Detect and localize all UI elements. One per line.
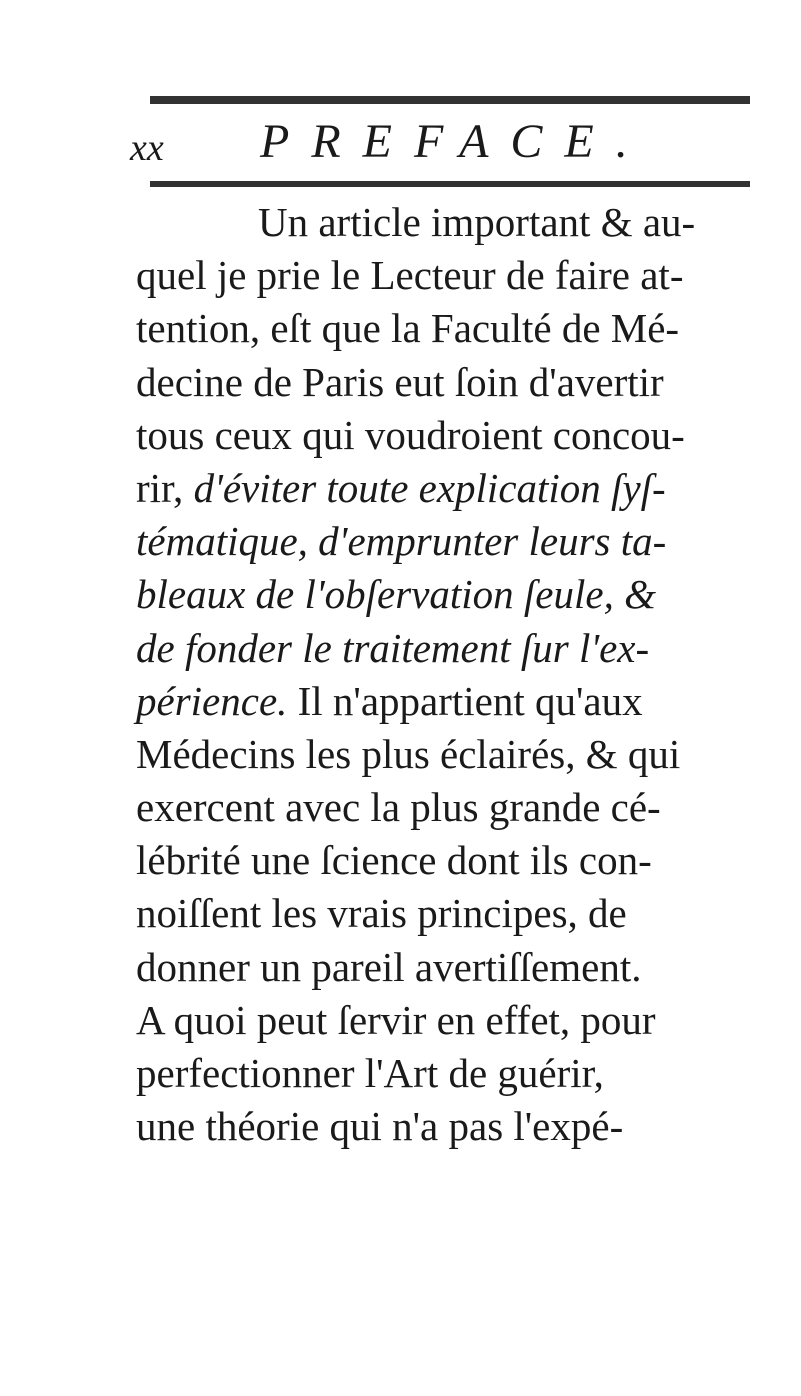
text-line: Médecins les plus éclairés, & qui [136,730,681,777]
italic-text-line: bleaux de l'obſervation ſeule, & [136,571,656,618]
text-line [136,462,776,515]
body-text [136,196,776,1153]
text-line: tention, eſt que la Faculté de Mé- [136,305,680,352]
text-line: tous ceux qui voudroient concou- [136,411,685,458]
text-line: exercent avec la plus grande cé- [136,784,661,831]
text-segment: Il n'appartient qu'aux [287,677,643,724]
text-segment: rir, [136,464,194,511]
italic-text-line: tématique, d'emprunter leurs ta- [136,518,667,565]
text-line: lébrité une ſcience dont ils con- [136,837,652,884]
text-line: donner un pareil avertiſſement. [136,943,642,990]
text-line: decine de Paris eut ſoin d'avertir [136,358,664,405]
page-number: xx [130,127,164,169]
italic-text-segment: d'éviter toute explication ſyſ- [193,464,666,511]
text-line: Un article important & au- [258,199,696,245]
text-line [136,675,776,728]
text-line: noiſſent les vrais principes, de [136,890,627,937]
page-header [130,114,750,178]
header-bottom-rule [150,181,750,187]
text-line: A quoi peut ſervir en effet, pour [136,996,656,1043]
italic-text-line: de fonder le traitement ſur l'ex- [136,624,650,671]
italic-text-segment: périence. [136,677,288,724]
text-line: une théorie qui n'a pas l'expé- [136,1103,624,1150]
running-head: PREFACE. [260,115,650,168]
text-line: perfectionner l'Art de guérir, [136,1050,604,1096]
text-line: quel je prie le Lecteur de faire at- [136,252,684,299]
header-top-rule [150,96,750,104]
